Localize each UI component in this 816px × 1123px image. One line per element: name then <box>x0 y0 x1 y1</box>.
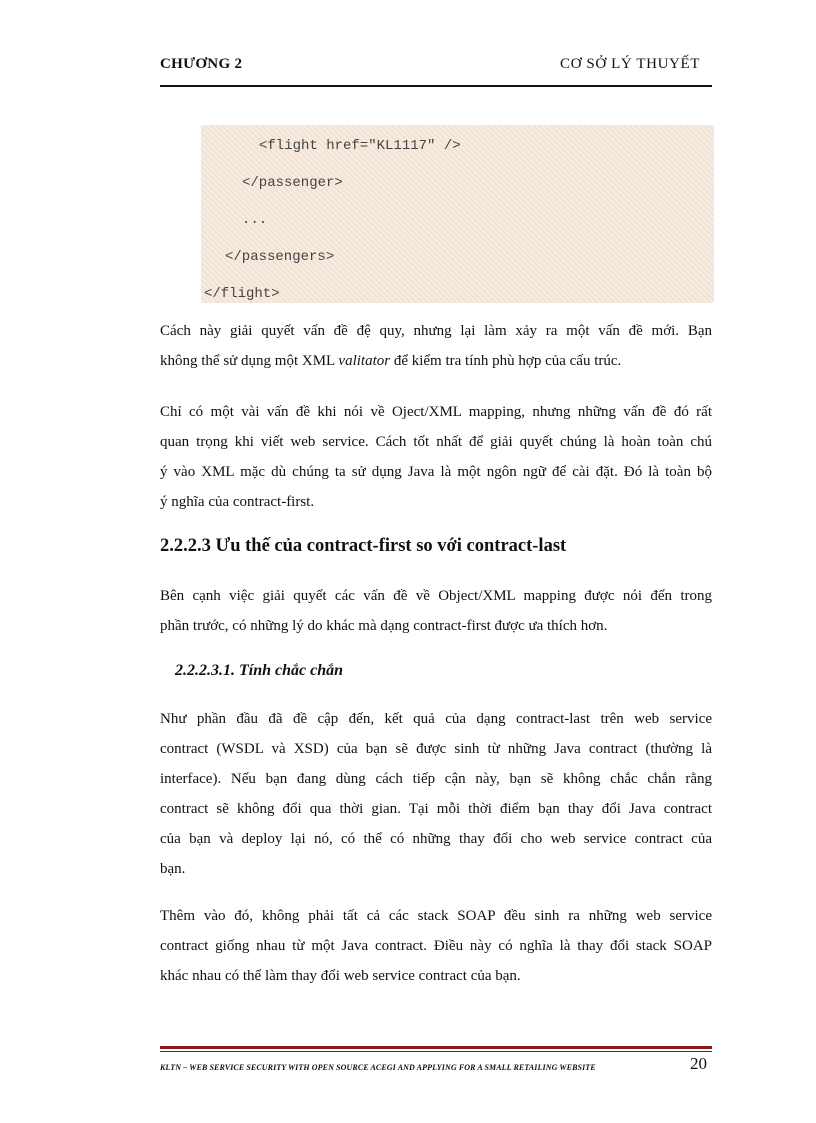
text-line: Như phần đầu đã đề cập đến, kết quả của dạng contract-last trên web service <box>160 711 712 727</box>
subsection-heading: 2.2.2.3.1. Tính chắc chắn <box>175 662 344 679</box>
text-line: của bạn và deploy lại nó, có thể có những thay đổi cho web service contract của <box>160 831 712 847</box>
text-line: interface). Nếu bạn đang dùng cách tiếp cận này, bạn sẽ không chắc chắn rằng <box>160 771 712 787</box>
footer-divider <box>160 1046 712 1049</box>
text-line: contract giống nhau từ một Java contract. Điều này có nghĩa là thay đổi stack SOAP <box>160 938 712 954</box>
chapter-label: CHƯƠNG 2 <box>160 56 243 72</box>
paragraph <box>160 581 712 641</box>
text-line: ý nghĩa của contract-first. <box>160 494 315 510</box>
text-line: ý vào XML mặc dù chúng ta sử dụng Java là một ngôn ngữ để cài đặt. Đó là toàn bộ <box>160 464 712 480</box>
chapter-title: CƠ SỞ LÝ THUYẾT <box>560 56 700 72</box>
text-line <box>160 346 712 376</box>
code-block <box>201 125 714 303</box>
code-line: </passenger> <box>242 175 343 191</box>
paragraph <box>160 901 712 991</box>
code-line: </passengers> <box>225 249 335 265</box>
code-line: <flight href="KL1117" /> <box>259 138 461 154</box>
text-line: phần trước, có những lý do khác mà dạng contract-first được ưa thích hơn. <box>160 618 608 634</box>
paragraph <box>160 316 712 376</box>
header-divider <box>160 85 712 87</box>
paragraph <box>160 704 712 884</box>
code-line: </flight> <box>204 286 280 302</box>
text-line: Thêm vào đó, không phải tất cả các stack SOAP đều sinh ra những web service <box>160 908 712 924</box>
paragraph <box>160 397 712 517</box>
text-line: Bên cạnh việc giải quyết các vấn đề về Object/XML mapping được nói đến trong <box>160 588 712 604</box>
section-heading: 2.2.2.3 Ưu thế của contract-first so với contract-last <box>160 536 567 556</box>
page-header <box>160 56 712 78</box>
page-number: 20 <box>690 1054 707 1073</box>
text-line: Cách này giải quyết vấn đề đệ quy, nhưng lại làm xảy ra một vấn đề mới. Bạn <box>160 323 712 339</box>
text-line: contract sẽ không đổi qua thời gian. Tại mỗi thời điểm bạn thay đổi Java contract <box>160 801 712 817</box>
text-line: bạn. <box>160 861 186 877</box>
footer-divider-thin <box>160 1051 712 1052</box>
text-line: quan trọng khi viết web service. Cách tốt nhất để giải quyết chúng là hoàn toàn chú <box>160 434 712 450</box>
text-line: contract (WSDL và XSD) của bạn sẽ được sinh từ những Java contract (thường là <box>160 741 712 757</box>
text-line: khác nhau có thể làm thay đổi web service contract của bạn. <box>160 968 521 984</box>
text-run: để kiểm tra tính phù hợp của cấu trúc. <box>390 353 622 369</box>
text-line: Chỉ có một vài vấn đề khi nói về Oject/XML mapping, nhưng những vấn đề đó rất <box>160 404 712 420</box>
footer-text: KLTN – WEB SERVICE SECURITY WITH OPEN SOURCE ACEGI AND APPLYING FOR A SMALL RETAILING WEBSITE <box>160 1063 596 1072</box>
italic-term: valitator <box>338 353 391 369</box>
text-run: không thể sử dụng một XML <box>160 353 339 369</box>
code-line: ... <box>242 212 268 228</box>
